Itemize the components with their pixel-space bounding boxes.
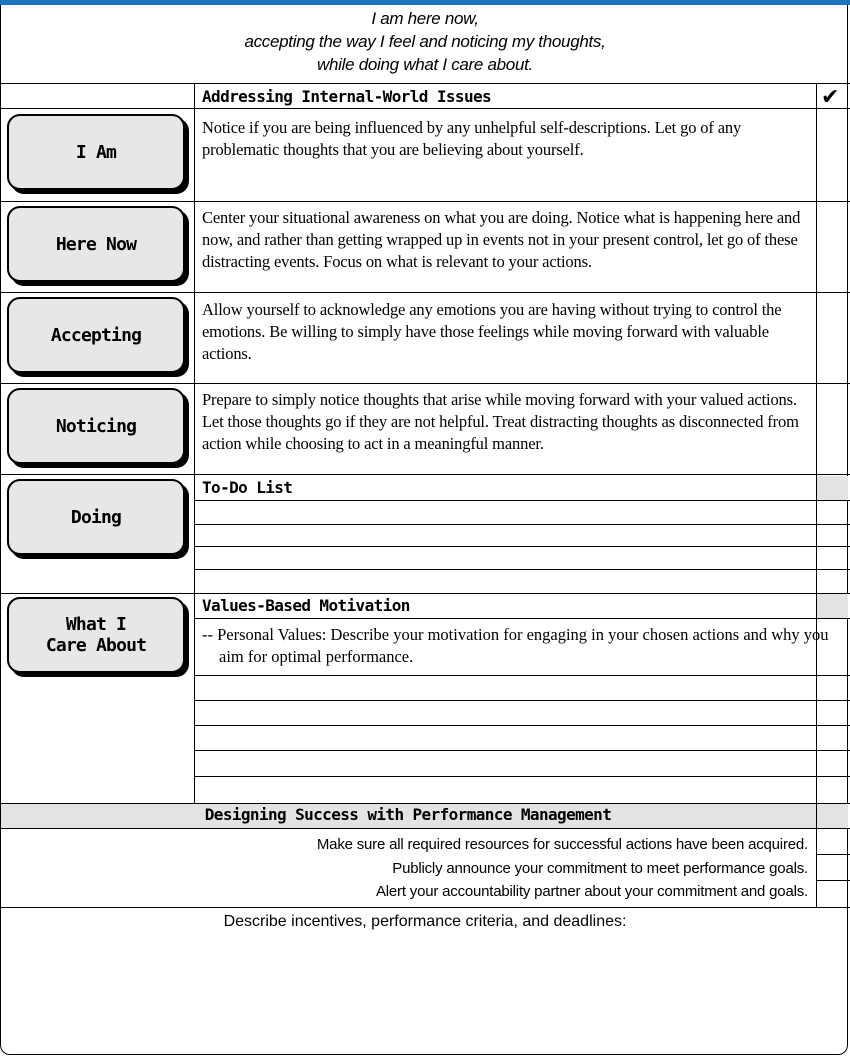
values-line-3[interactable]	[195, 726, 816, 750]
todo-item-3[interactable]	[195, 547, 816, 569]
step-label-noticing: Noticing	[7, 388, 185, 464]
step-label-doing: Doing	[7, 479, 185, 555]
step-label-accepting: Accepting	[7, 297, 185, 373]
mantra-line-3: while doing what I care about.	[317, 55, 533, 74]
perf-item-resources: Make sure all required resources for successful actions have been acquired.	[316, 836, 808, 853]
step-label-here-now: Here Now	[7, 206, 185, 282]
perf-item-announce: Publicly announce your commitment to meet performance goals.	[392, 860, 808, 877]
performance-title: Designing Success with Performance Management	[204, 805, 612, 824]
personal-values-prompt: -- Personal Values: Describe your motivation for engaging in your chosen actions and why you aim for optimal performance.	[202, 625, 829, 666]
check-box-i-am[interactable]	[817, 109, 848, 201]
todo-item-4[interactable]	[195, 570, 816, 593]
values-line-1[interactable]	[195, 676, 816, 700]
mantra-line-1: I am here now,	[371, 9, 479, 28]
todo-item-1[interactable]	[195, 501, 816, 523]
todo-check-header-cell	[817, 476, 848, 501]
check-column-icon: ✔	[821, 84, 840, 109]
perf-check-3[interactable]	[817, 881, 848, 907]
perf-check-1[interactable]	[817, 829, 848, 854]
check-box-noticing[interactable]	[817, 384, 848, 474]
values-line-4[interactable]	[195, 751, 816, 776]
incentives-prompt: Describe incentives, performance criteria, and deadlines:	[223, 913, 627, 930]
values-check-header-cell	[817, 594, 848, 618]
perf-item-accountability: Alert your accountability partner about your commitment and goals.	[375, 883, 808, 900]
perf-check-2[interactable]	[817, 855, 848, 880]
values-motivation-title: Values-Based Motivation	[202, 596, 410, 615]
values-line-5[interactable]	[195, 777, 816, 803]
internal-world-title: Addressing Internal-World Issues	[202, 87, 492, 106]
todo-list-title: To-Do List	[202, 478, 293, 497]
step-desc-i-am: Notice if you are being influenced by any unhelpful self-descriptions. Let go of any problematic thoughts that you are believing about yourself.	[202, 118, 742, 159]
check-box-accepting[interactable]	[817, 293, 848, 383]
mantra-line-2: accepting the way I feel and noticing my thoughts,	[244, 32, 606, 51]
step-desc-noticing: Prepare to simply notice thoughts that arise while moving forward with your valued actions. Let those thoughts go if they are not helpful. Treat distracting thoughts as disconnected from action while choosing to act in a meaningful manner.	[202, 390, 799, 453]
step-desc-here-now: Center your situational awareness on what you are doing. Notice what is happening here and now, and rather than getting wrapped up in events not in your present control, let go of these distracting events. Focus on what is relevant to your actions.	[202, 208, 801, 271]
step-desc-accepting: Allow yourself to acknowledge any emotions you are having without trying to control the emotions. Be willing to simply have those feelings while moving forward with valuable actions.	[202, 300, 782, 363]
step-label-what-i-care-about: What I Care About	[7, 597, 185, 673]
step-label-i-am: I Am	[7, 114, 185, 190]
check-box-here-now[interactable]	[817, 202, 848, 292]
values-line-2[interactable]	[195, 701, 816, 725]
incentives-writing-area[interactable]	[2, 940, 846, 1050]
todo-item-2[interactable]	[195, 525, 816, 546]
